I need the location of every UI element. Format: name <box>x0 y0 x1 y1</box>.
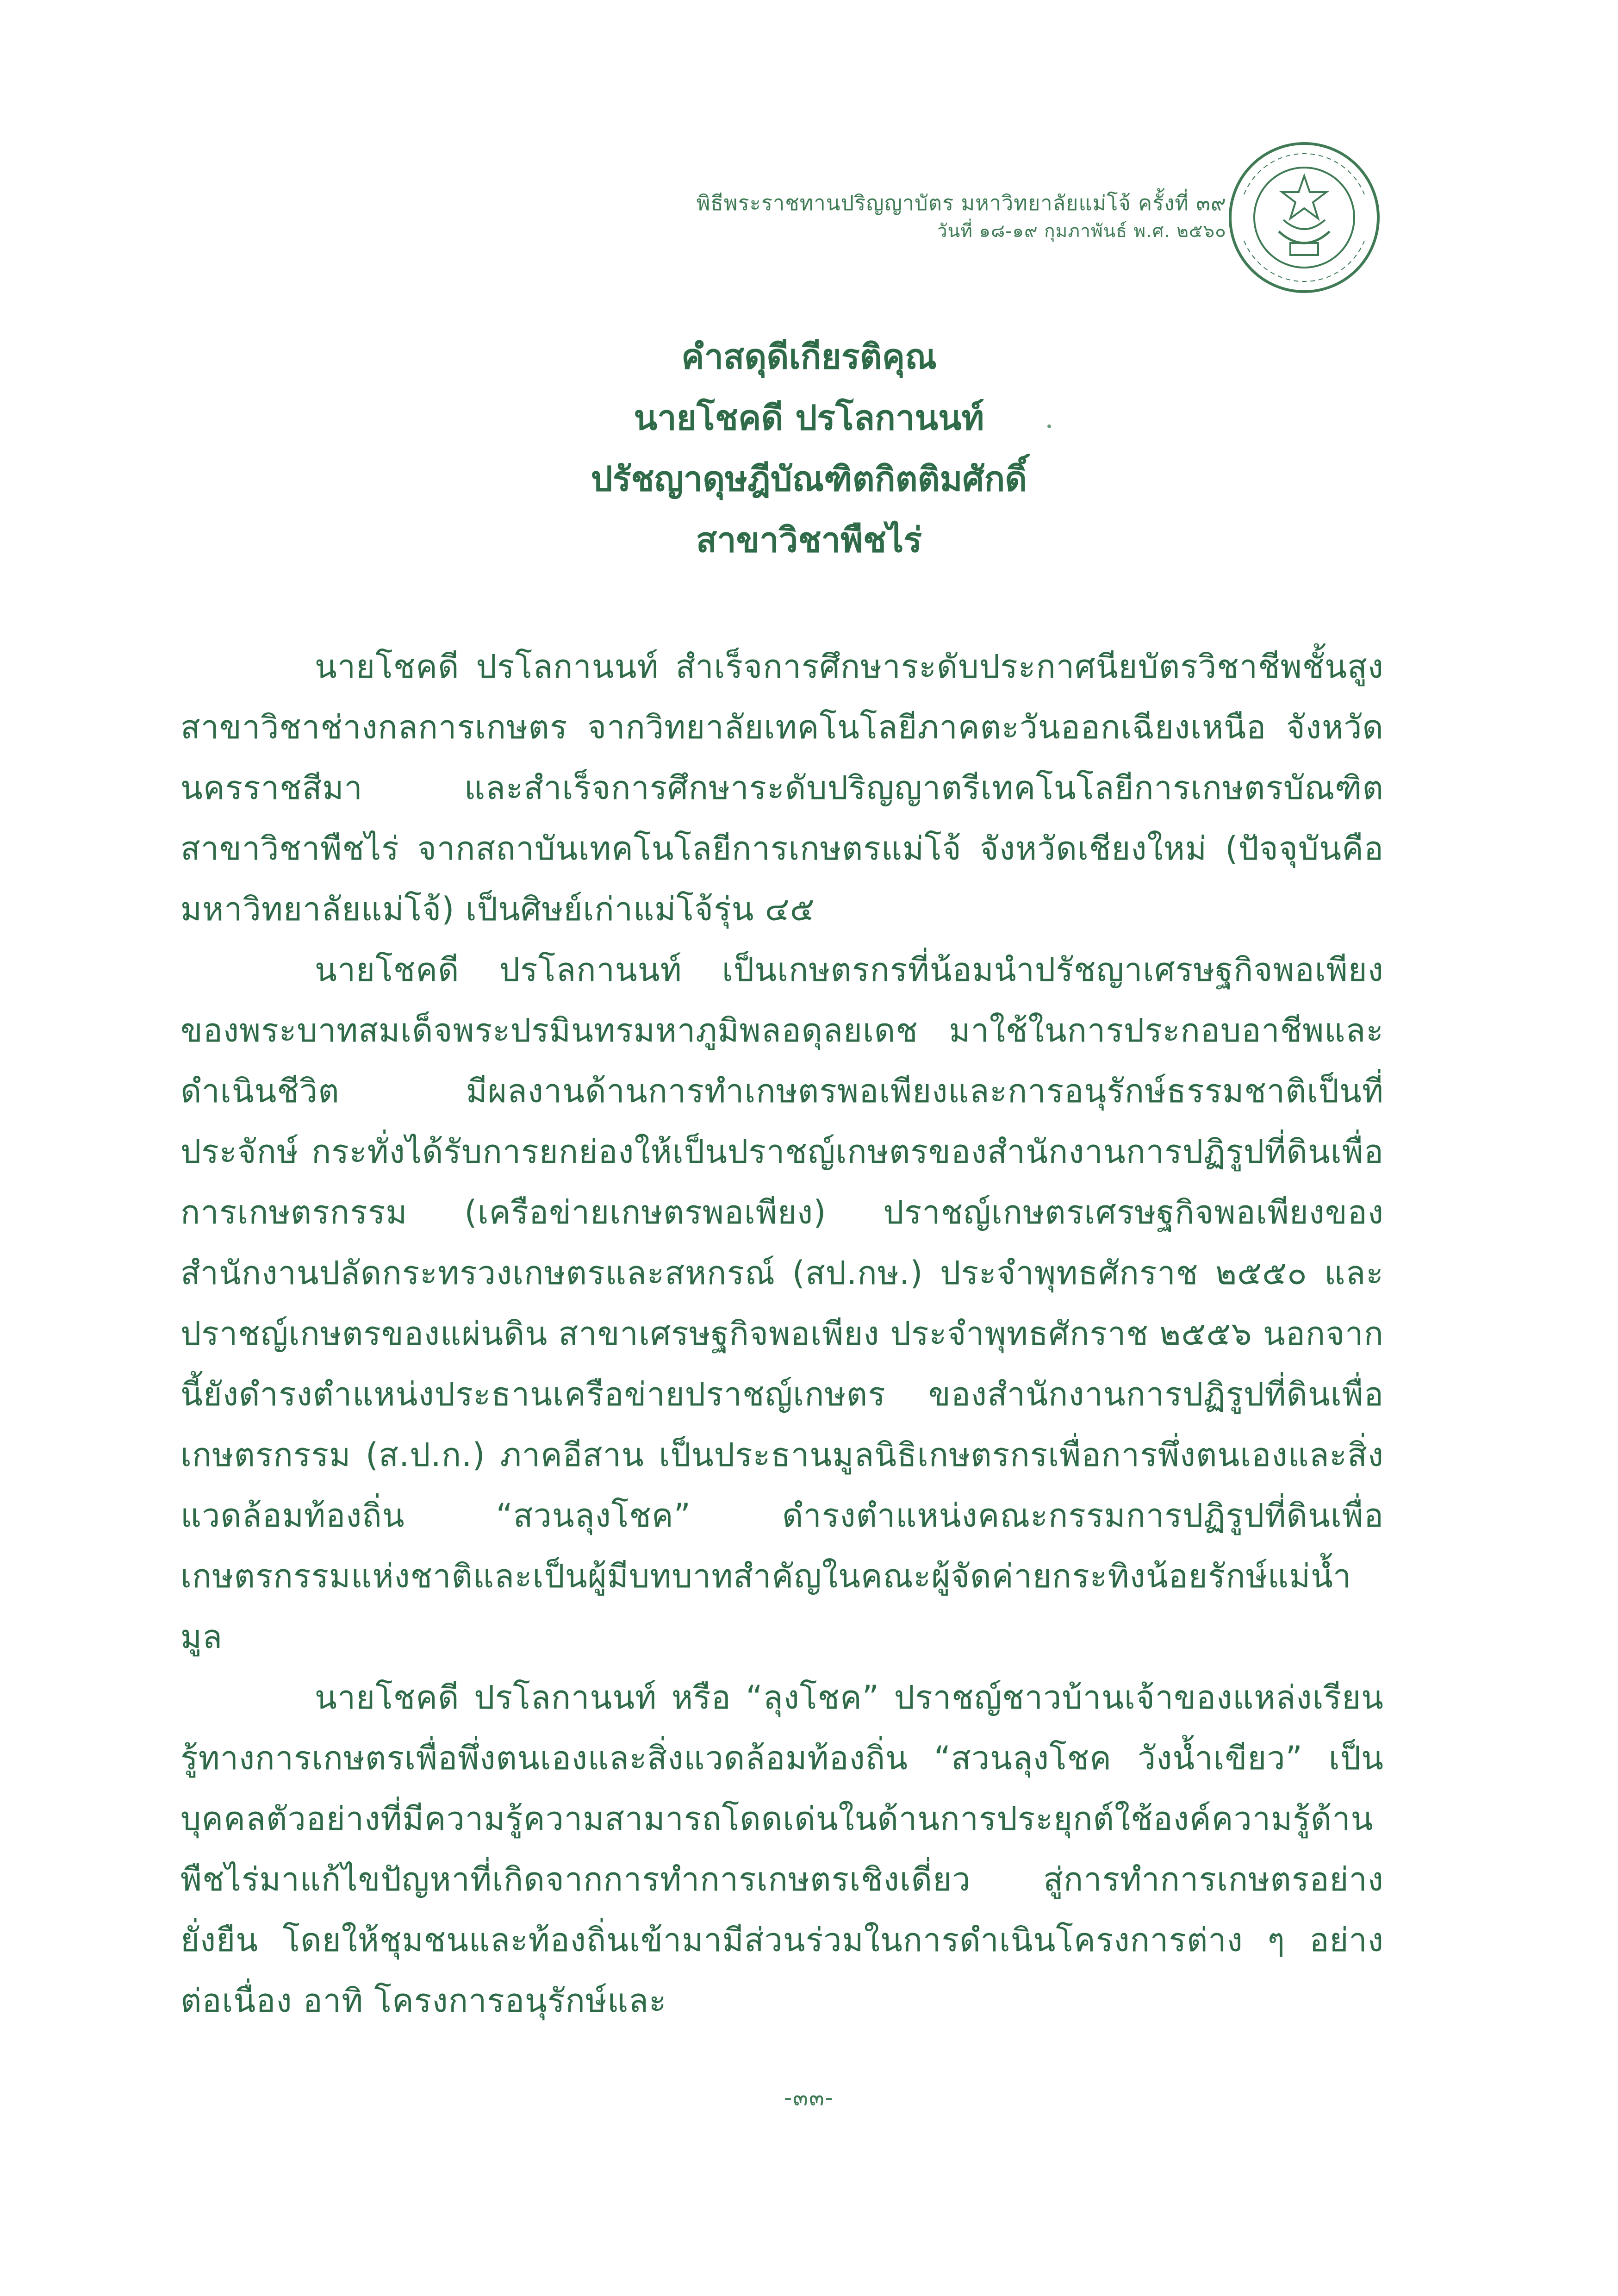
ceremony-title: พิธีพระราชทานปริญญาบัตร มหาวิทยาลัยแม่โจ้ ครั้งที่ ๓๙ <box>696 191 1226 215</box>
paragraph-community-work: นายโชคดี ปรโลกานนท์ หรือ “ลุงโชค” ปราชญ์ชาวบ้านเจ้าของแหล่งเรียนรู้ทางการเกษตรเพื่อพึ่งตนเองและสิ่งแวดล้อมท้องถิ่น “สวนลุงโชค วังน้ำเขียว” เป็นบุคคลตัวอย่างที่มีความรู้ความสามารถโดดเด่นในด้านการประยุกต์ใช้องค์ความรู้ด้านพืชไร่มาแก้ไขปัญหาที่เกิดจากการทำการเกษตรเชิงเดี่ยว สู่การทำการเกษตรอย่างยั่งยืน โดยให้ชุมชนและท้องถิ่นเข้ามามีส่วนร่วมในการดำเนินโครงการต่าง ๆ อย่างต่อเนื่อง อาทิ โครงการอนุรักษ์และ <box>180 1678 1384 2020</box>
title-honoree-name: นายโชคดี ปรโลกานนท์ <box>634 398 984 438</box>
paragraph-education: นายโชคดี ปรโลกานนท์ สำเร็จการศึกษาระดับประกาศนียบัตรวิชาชีพชั้นสูง สาขาวิชาช่างกลการเกษตร จากวิทยาลัยเทคโนโลยีภาคตะวันออกเฉียงเหนือ จังหวัดนครราชสีมา และสำเร็จการศึกษาระดับปริญญาตรีเทคโนโลยีการเกษตรบัณฑิต สาขาวิชาพืชไร่ จากสถาบันเทคโนโลยีการเกษตรแม่โจ้ จังหวัดเชียงใหม่ (ปัจจุบันคือ มหาวิทยาลัยแม่โจ้) เป็นศิษย์เก่าแม่โจ้รุ่น ๔๕ <box>180 648 1384 928</box>
ceremony-header <box>697 189 1226 245</box>
title-citation: คำสดุดีเกียรติคุณ <box>681 337 937 377</box>
citation-body <box>180 636 1384 2031</box>
title-block <box>0 326 1618 571</box>
ceremony-date: วันที่ ๑๘-๑๙ กุมภาพันธ์ พ.ศ. ๒๕๖๐ <box>937 221 1226 242</box>
paragraph-achievements: นายโชคดี ปรโลกานนท์ เป็นเกษตรกรที่น้อมนำปรัชญาเศรษฐกิจพอเพียงของพระบาทสมเด็จพระปรมินทรมหาภูมิพลอดุลยเดช มาใช้ในการประกอบอาชีพและดำเนินชีวิต มีผลงานด้านการทำเกษตรพอเพียงและการอนุรักษ์ธรรมชาติเป็นที่ประจักษ์ กระทั่งได้รับการยกย่องให้เป็นปราชญ์เกษตรของสำนักงานการปฏิรูปที่ดินเพื่อการเกษตรกรรม (เครือข่ายเกษตรพอเพียง) ปราชญ์เกษตรเศรษฐกิจพอเพียงของสำนักงานปลัดกระทรวงเกษตรและสหกรณ์ (สป.กษ.) ประจำพุทธศักราช ๒๕๕๐ และปราชญ์เกษตรของแผ่นดิน สาขาเศรษฐกิจพอเพียง ประจำพุทธศักราช ๒๕๕๖ นอกจากนี้ยังดำรงตำแหน่งประธานเครือข่ายปราชญ์เกษตร ของสำนักงานการปฏิรูปที่ดินเพื่อเกษตรกรรม (ส.ป.ก.) ภาคอีสาน เป็นประธานมูลนิธิเกษตรกรเพื่อการพึ่งตนเองและสิ่งแวดล้อมท้องถิ่น “สวนลุงโชค” ดำรงตำแหน่งคณะกรรมการปฏิรูปที่ดินเพื่อเกษตรกรรมแห่งชาติและเป็นผู้มีบทบาทสำคัญในคณะผู้จัดค่ายกระทิงน้อยรักษ์แม่น้ำมูล <box>180 951 1384 1656</box>
stray-dot-mark <box>1047 424 1051 428</box>
title-field: สาขาวิชาพืชไร่ <box>696 520 922 560</box>
title-degree: ปรัชญาดุษฎีบัณฑิตกิตติมศักดิ์ <box>591 459 1027 499</box>
maejo-university-seal-icon <box>1226 139 1383 296</box>
page-number: -๓๓- <box>784 2085 834 2111</box>
